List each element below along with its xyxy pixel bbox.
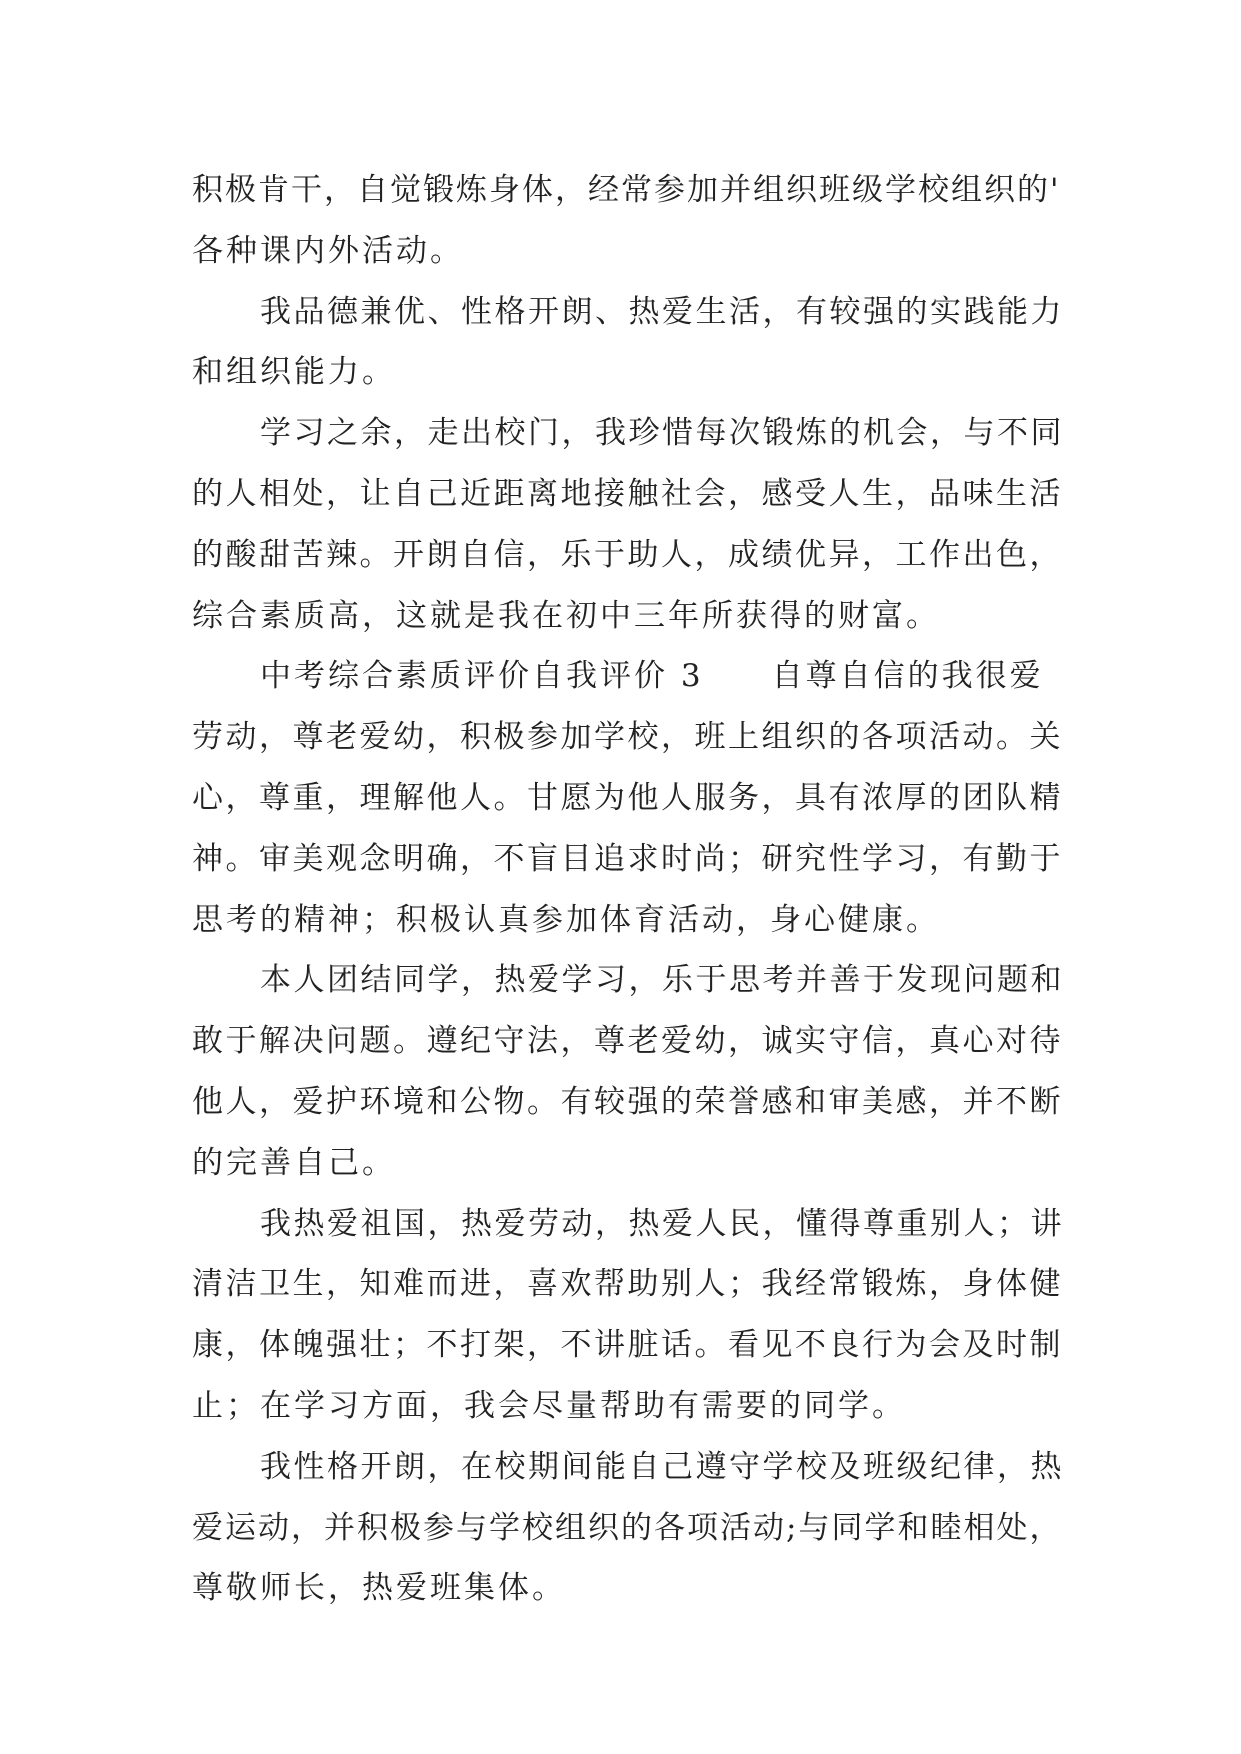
text-line: 和组织能力。 [192,354,396,391]
text-line: 爱运动，并积极参与学校组织的各项活动;与同学和睦相处， [192,1509,1063,1546]
text-line: 清洁卫生，知难而进，喜欢帮助别人；我经常锻炼，身体健 [192,1266,1063,1303]
text-line: 心，尊重，理解他人。甘愿为他人服务，具有浓厚的团队精 [192,779,1063,816]
text-line: 我品德兼优、性格开朗、热爱生活，有较强的实践能力 [260,293,1064,330]
document-body [192,160,1072,1619]
text-line: 康，体魄强壮；不打架，不讲脏话。看见不良行为会及时制 [192,1327,1063,1364]
text-line: 神。审美观念明确，不盲目追求时尚；研究性学习，有勤于 [192,840,1063,877]
text-line: 的完善自己。 [192,1144,396,1181]
text-line: 思考的精神；积极认真参加体育活动，身心健康。 [192,901,940,938]
text-line: 他人，爱护环境和公物。有较强的荣誉感和审美感，并不断 [192,1083,1063,1120]
text-line: 中考综合素质评价自我评价 3 自尊自信的我很爱 [260,658,1044,695]
text-line: 本人团结同学，热爱学习，乐于思考并善于发现问题和 [260,962,1064,999]
text-line: 止；在学习方面，我会尽量帮助有需要的同学。 [192,1387,906,1424]
text-line: 各种课内外活动。 [192,232,464,269]
text-line: 敢于解决问题。遵纪守法，尊老爱幼，诚实守信，真心对待 [192,1023,1063,1060]
text-line: 我性格开朗，在校期间能自己遵守学校及班级纪律，热 [260,1448,1064,1485]
text-line: 我热爱祖国，热爱劳动，热爱人民，懂得尊重别人；讲 [260,1205,1064,1242]
text-line: 学习之余，走出校门，我珍惜每次锻炼的机会，与不同 [260,415,1064,452]
text-line: 综合素质高，这就是我在初中三年所获得的财富。 [192,597,940,634]
text-line: 积极肯干，自觉锻炼身体，经常参加并组织班级学校组织的' [192,172,1061,208]
text-line: 尊敬师长，热爱班集体。 [192,1570,566,1607]
text-line: 的人相处，让自己近距离地接触社会，感受人生，品味生活 [192,475,1063,512]
text-line: 劳动，尊老爱幼，积极参加学校，班上组织的各项活动。关 [192,719,1063,756]
text-line: 的酸甜苦辣。开朗自信，乐于助人，成绩优异，工作出色， [192,536,1063,573]
